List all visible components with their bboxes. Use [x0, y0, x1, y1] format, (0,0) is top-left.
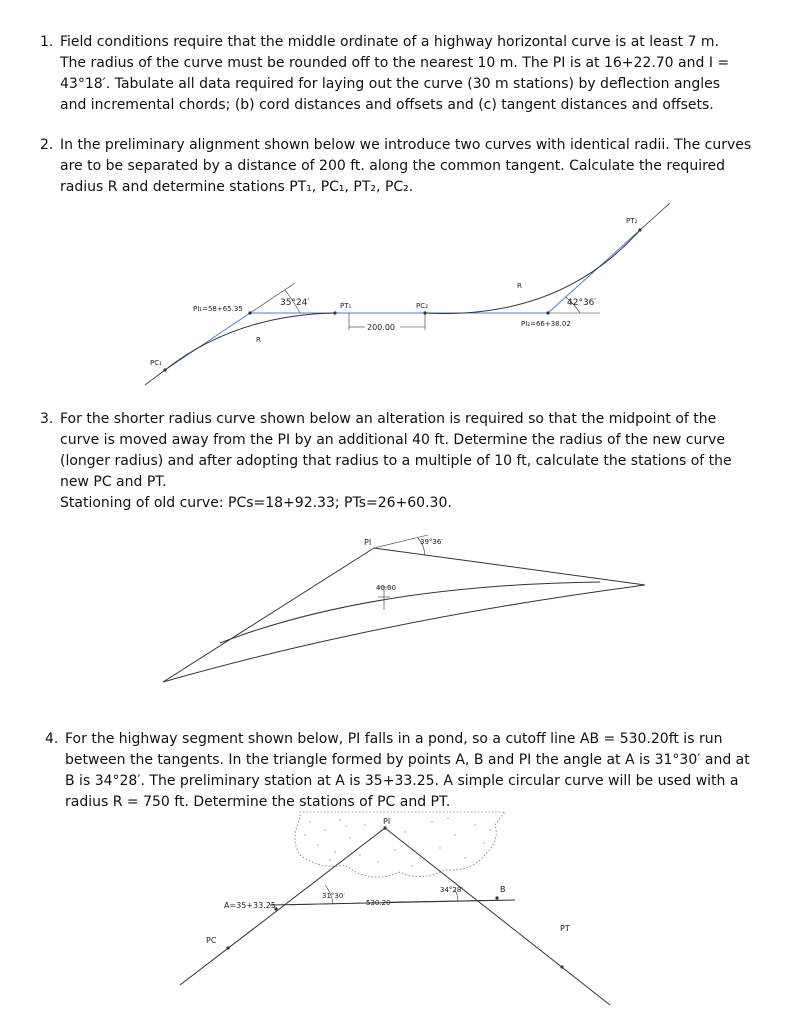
label-pi2: PI₂=66+38.02 — [521, 320, 571, 328]
tangent-left — [165, 313, 250, 370]
text-line: For the highway segment shown below, PI falls in a pond, so a cutoff line AB = 530.20ft is run — [65, 731, 723, 747]
label-r-lower: R — [256, 336, 261, 344]
point-pi — [383, 826, 386, 829]
pond — [295, 812, 505, 877]
label-offset: 40.00 — [376, 584, 397, 592]
point-pc1 — [163, 368, 166, 371]
label-angle-2: 42°36′ — [567, 298, 597, 308]
point-b — [495, 896, 498, 899]
label-r-upper: R — [517, 282, 522, 290]
figure-curve-alteration — [0, 530, 791, 690]
text-line: and incremental chords; (b) cord distances and offsets and (c) tangent distances and offsets. — [60, 97, 714, 113]
curve-short-radius — [220, 582, 600, 643]
extension-line — [640, 203, 670, 230]
point-pi2 — [546, 311, 549, 314]
problem-number: 3. — [40, 411, 54, 427]
label-pi1: PI₁=58+65.35 — [193, 305, 243, 313]
label-pt: PT — [560, 924, 570, 933]
text-line: new PC and PT. — [60, 474, 167, 490]
tangent-forward — [385, 828, 610, 1005]
figure-pond-cutoff — [0, 810, 791, 1024]
label-pc: PC — [206, 936, 217, 945]
figure-two-curves — [0, 195, 791, 385]
text-line: The radius of the curve must be rounded off to the nearest 10 m. The PI is at 16+22.70 and I = — [60, 55, 730, 71]
curve-long-radius — [163, 585, 645, 682]
label-pt1: PT₁ — [340, 302, 352, 310]
text-line: 43°18′. Tabulate all data required for laying out the curve (30 m stations) by deflection angles — [60, 76, 721, 92]
problem-number: 2. — [40, 137, 54, 153]
point-pc — [226, 946, 229, 949]
label-pi: PI — [383, 817, 391, 826]
problem-number: 1. — [40, 34, 54, 50]
text-line: curve is moved away from the PI by an additional 40 ft. Determine the radius of the new curve — [60, 432, 726, 448]
label-pc2: PC₂ — [416, 302, 428, 310]
label-angle-b: 34°28′ — [440, 886, 463, 894]
curve-2 — [425, 230, 640, 314]
label-b: B — [500, 885, 506, 894]
text-line: Field conditions require that the middle ordinate of a highway horizontal curve is at least 7 m. — [60, 34, 720, 50]
problem-text — [60, 135, 751, 198]
point-pi1 — [248, 311, 251, 314]
text-line: For the shorter radius curve shown below an alteration is required so that the midpoint of the — [60, 411, 717, 427]
text-line: Stationing of old curve: PCs=18+92.33; PTs=26+60.30. — [60, 495, 452, 511]
label-angle: 39°36′ — [420, 538, 443, 546]
problem-text — [60, 32, 729, 116]
label-a-station: A=35+33.25 — [224, 901, 276, 910]
label-distance: 200.00 — [367, 323, 395, 332]
point-pt1 — [333, 311, 336, 314]
tangent-back — [180, 828, 385, 985]
tangent-back — [163, 548, 374, 682]
label-angle-a: 31°30′ — [322, 892, 345, 900]
text-line: are to be separated by a distance of 200 ft. along the common tangent. Calculate the required — [60, 158, 726, 174]
text-line: radius R and determine stations PT₁, PC₁, PT₂, PC₂. — [60, 179, 414, 195]
label-pi: PI — [364, 538, 372, 547]
text-line: radius R = 750 ft. Determine the stations of PC and PT. — [65, 794, 451, 810]
problem-text — [65, 729, 750, 813]
label-ab-length: 530.20 — [366, 899, 391, 907]
text-line: B is 34°28′. The preliminary station at A is 35+33.25. A simple circular curve will be used with a — [65, 773, 739, 789]
curve-1 — [165, 313, 335, 370]
text-line: (longer radius) and after adopting that radius to a multiple of 10 ft, calculate the stations of the — [60, 453, 732, 469]
point-pt2 — [638, 228, 641, 231]
point-pt — [560, 965, 563, 968]
label-pc1: PC₁ — [150, 359, 162, 367]
text-line: between the tangents. In the triangle formed by points A, B and PI the angle at A is 31°30′ and at — [65, 752, 750, 768]
extension-line — [145, 370, 165, 385]
tangent-forward — [374, 548, 645, 585]
problem-text — [60, 409, 732, 514]
text-line: In the preliminary alignment shown below we introduce two curves with identical radii. The curves — [60, 137, 752, 153]
label-pt2: PT₂ — [626, 217, 638, 225]
label-angle-1: 35°24′ — [280, 298, 310, 308]
problem-number: 4. — [45, 731, 59, 747]
